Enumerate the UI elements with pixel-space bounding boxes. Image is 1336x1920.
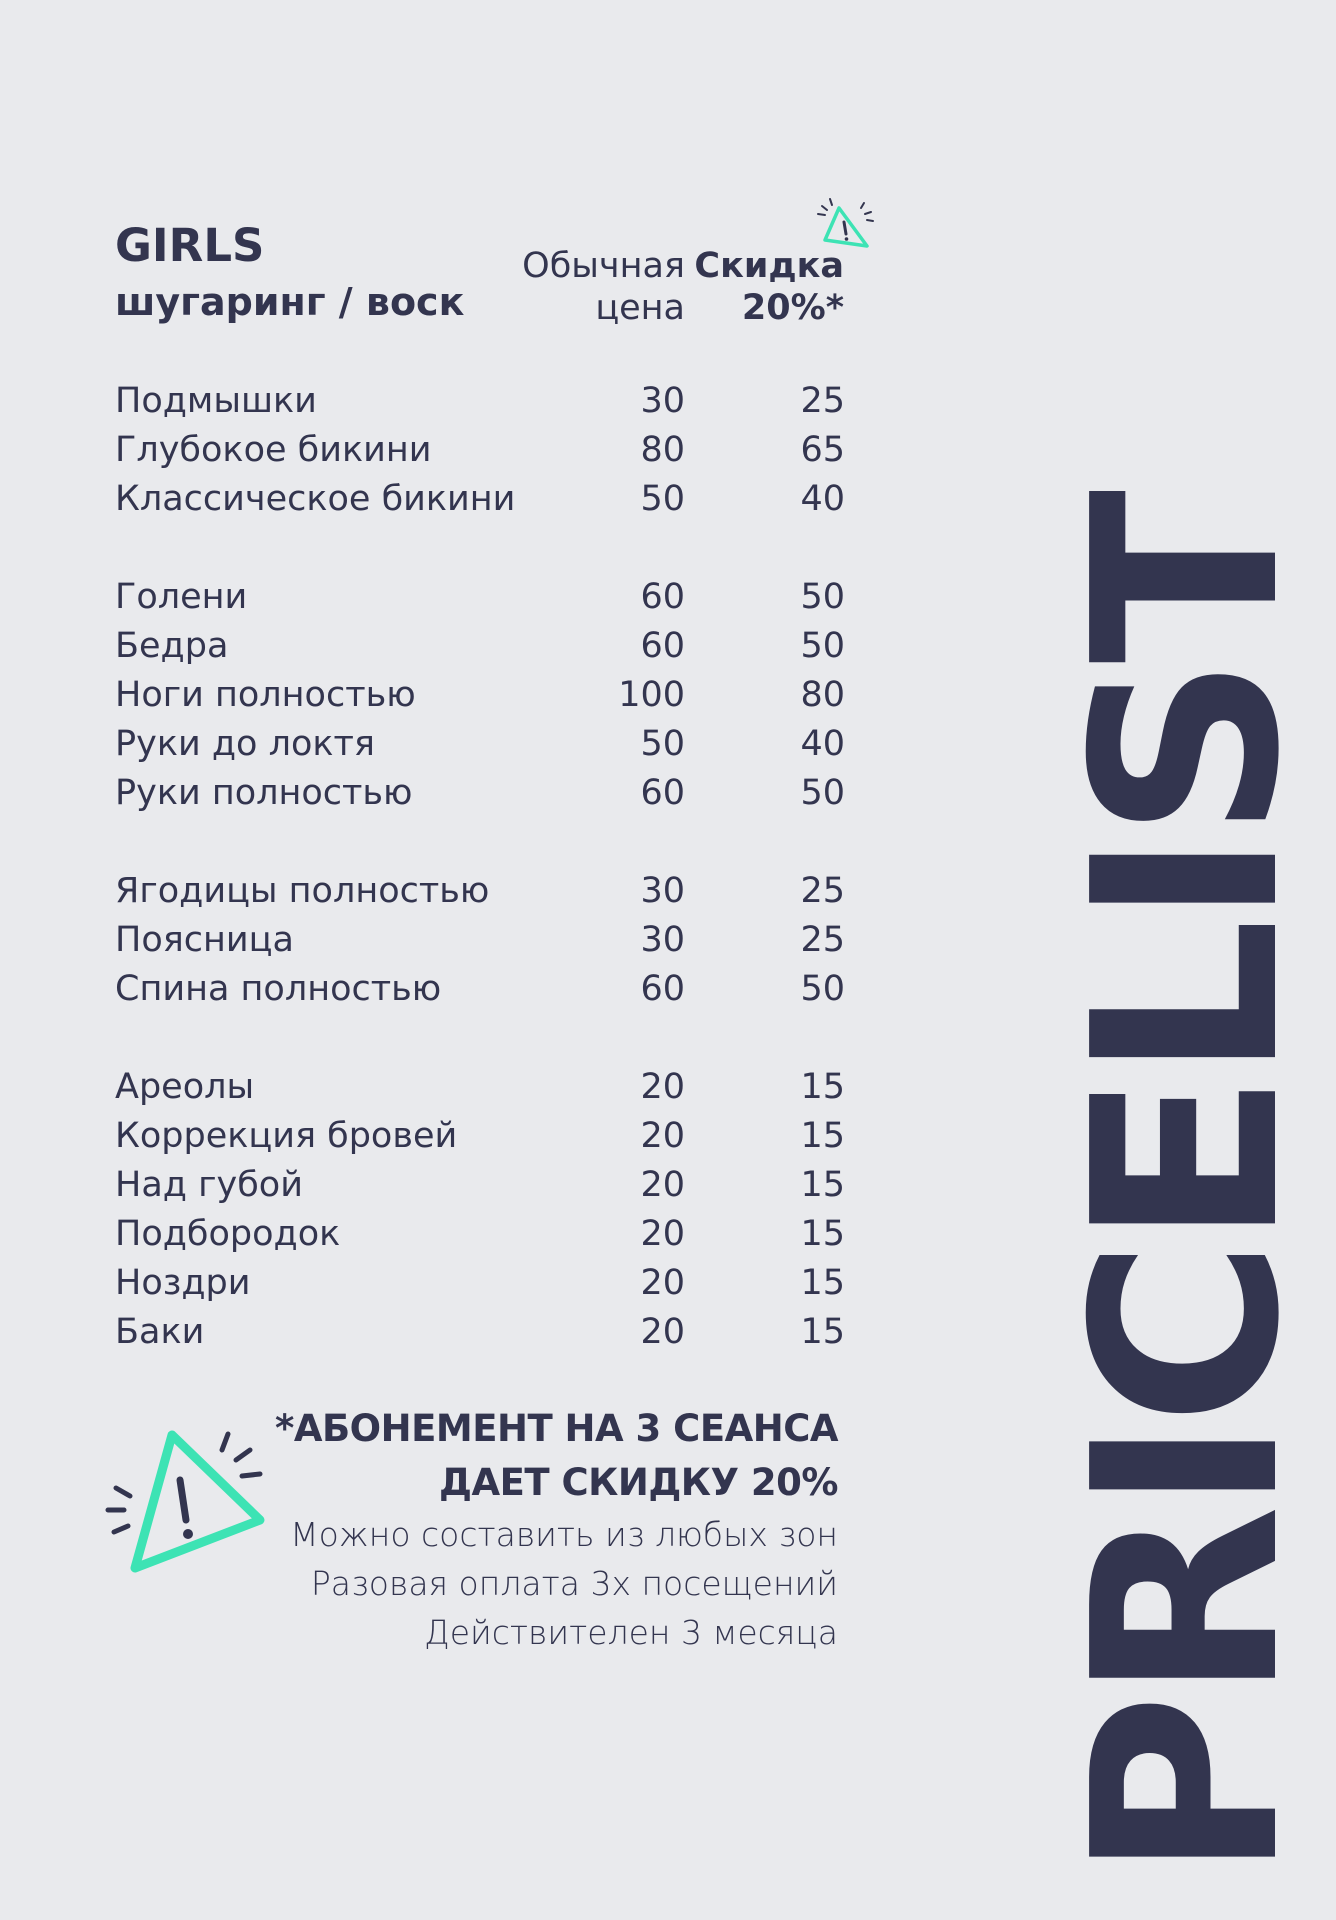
discount-price: 15: [800, 1311, 845, 1352]
price-row: [115, 670, 845, 719]
discount-price: 15: [800, 1066, 845, 1107]
big-word: PRICELIST: [1039, 497, 1336, 1880]
price-group: [115, 1062, 845, 1356]
regular-price: 30: [640, 919, 685, 960]
discount-price: 15: [800, 1164, 845, 1205]
discount-price: 25: [800, 870, 845, 911]
note-line: Можно составить из любых зон: [290, 1515, 838, 1554]
regular-price: 50: [640, 478, 685, 519]
service-name: Ноздри: [115, 1262, 251, 1303]
discount-price: 25: [800, 380, 845, 421]
discount-price: 40: [800, 478, 845, 519]
service-name: Руки до локтя: [115, 723, 375, 764]
price-row: [115, 425, 845, 474]
regular-price: 50: [640, 723, 685, 764]
service-name: Голени: [115, 576, 248, 617]
service-name: Над губой: [115, 1164, 303, 1205]
price-row: [115, 1062, 845, 1111]
price-row: [115, 964, 845, 1013]
note-line: Разовая оплата 3х посещений: [310, 1564, 838, 1603]
service-name: Баки: [115, 1311, 205, 1352]
regular-price: 30: [640, 870, 685, 911]
regular-price: 60: [640, 772, 685, 813]
discount-price: 15: [800, 1213, 845, 1254]
regular-price: 60: [640, 968, 685, 1009]
price-row: [115, 1209, 845, 1258]
regular-price: 20: [640, 1262, 685, 1303]
discount-price: 65: [800, 429, 845, 470]
price-row: [115, 866, 845, 915]
regular-price: 30: [640, 380, 685, 421]
price-row: [115, 719, 845, 768]
discount-price: 50: [800, 772, 845, 813]
regular-price: 20: [640, 1213, 685, 1254]
price-group: [115, 376, 845, 523]
column-header-discount: [644, 245, 844, 329]
regular-price: 20: [640, 1311, 685, 1352]
discount-price: 40: [800, 723, 845, 764]
price-row: [115, 376, 845, 425]
service-name: Ноги полностью: [115, 674, 416, 715]
warning-triangle-icon: [815, 196, 879, 260]
note-headline-1: *АБОНЕМЕНТ НА 3 СЕАНСА: [275, 1407, 838, 1450]
regular-price: 60: [640, 576, 685, 617]
column-header-regular-label: Обычная цена: [522, 246, 685, 328]
price-row: [115, 768, 845, 817]
discount-price: 25: [800, 919, 845, 960]
price-list: [115, 376, 845, 1405]
price-row: [115, 572, 845, 621]
discount-price: 50: [800, 576, 845, 617]
regular-price: 80: [640, 429, 685, 470]
price-row: [115, 1160, 845, 1209]
service-name: Бедра: [115, 625, 229, 666]
price-row: [115, 915, 845, 964]
service-name: Коррекция бровей: [115, 1115, 458, 1156]
service-name: Спина полностью: [115, 968, 442, 1009]
discount-price: 50: [800, 968, 845, 1009]
regular-price: 20: [640, 1164, 685, 1205]
discount-price: 15: [800, 1115, 845, 1156]
regular-price: 20: [640, 1115, 685, 1156]
price-row: [115, 1111, 845, 1160]
page-title: GIRLS: [115, 219, 265, 272]
service-name: Руки полностью: [115, 772, 413, 813]
price-row: [115, 474, 845, 523]
discount-price: 50: [800, 625, 845, 666]
service-name: Ягодицы полностью: [115, 870, 490, 911]
page-subtitle: шугаринг / воск: [115, 280, 465, 324]
service-name: Классическое бикини: [115, 478, 516, 519]
discount-price: 80: [800, 674, 845, 715]
service-name: Глубокое бикини: [115, 429, 432, 470]
column-header-discount-label: Скидка 20%*: [694, 246, 844, 328]
price-row: [115, 1258, 845, 1307]
note-line: Действителен 3 месяца: [424, 1613, 838, 1652]
price-row: [115, 1307, 845, 1356]
price-group: [115, 572, 845, 817]
regular-price: 60: [640, 625, 685, 666]
service-name: Ареолы: [115, 1066, 255, 1107]
regular-price: 100: [618, 674, 685, 715]
service-name: Подмышки: [115, 380, 317, 421]
subscription-note: [218, 1402, 838, 1657]
regular-price: 20: [640, 1066, 685, 1107]
service-name: Поясница: [115, 919, 294, 960]
note-headline-2: ДАЕТ СКИДКУ 20%: [438, 1461, 838, 1504]
price-row: [115, 621, 845, 670]
price-group: [115, 866, 845, 1013]
discount-price: 15: [800, 1262, 845, 1303]
service-name: Подбородок: [115, 1213, 341, 1254]
